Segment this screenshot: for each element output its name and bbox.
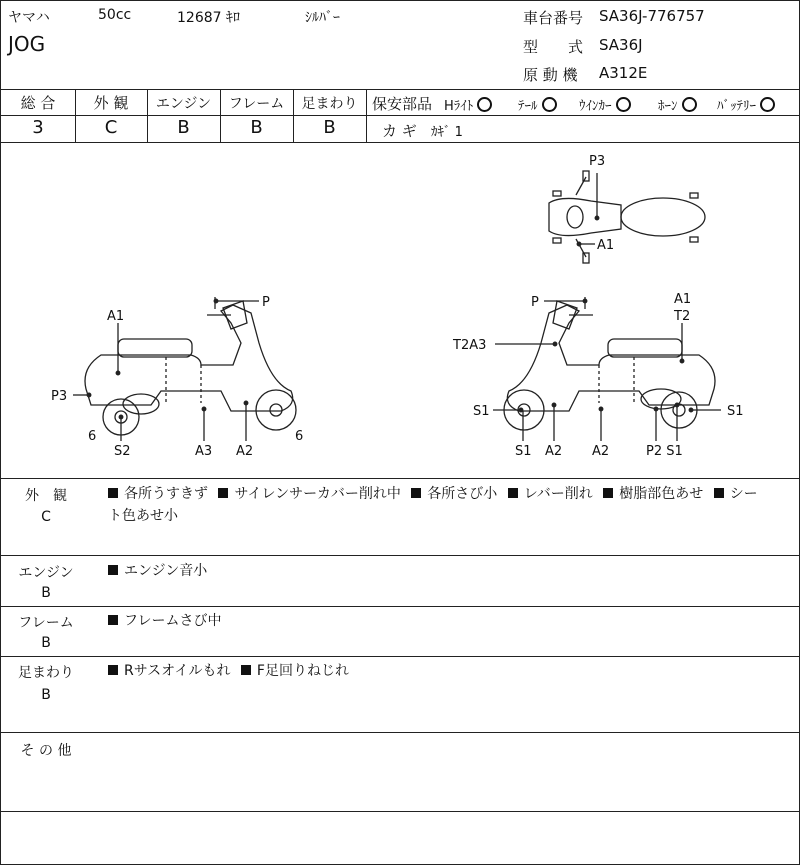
parts-winker: ｳｲﾝｶｰ — [579, 95, 631, 114]
parts-battery: ﾊﾞｯﾃﾘｰ — [717, 95, 775, 114]
grade-exterior-value: C — [104, 117, 118, 138]
grade-frame-label: フレーム — [228, 96, 285, 112]
parts-headlight: Hﾗｲﾄ — [444, 95, 492, 114]
cond-engine-label: エンジン — [18, 565, 74, 581]
label-left-p: P — [262, 295, 270, 310]
label-left-6a: 6 — [88, 429, 97, 444]
chassis-value: SA36J-776757 — [599, 7, 705, 25]
label-right-p2s1: P2 S1 — [646, 444, 683, 459]
type-value: SA36J — [599, 36, 643, 54]
label-left-a1: A1 — [107, 309, 125, 324]
cond-exterior-items: 各所うすきず サイレンサーカバー削れ中 各所さび小 レバー削れ 樹脂部色あせ シー ト色あせ小 — [108, 486, 758, 524]
grade-overall-value: 3 — [32, 117, 44, 138]
grade-overall-label: 総 合 — [20, 94, 56, 112]
grade-suspension-label: 足まわり — [301, 96, 358, 112]
grade-engine-value: B — [177, 117, 190, 138]
label-right-s1-bottom: S1 — [515, 444, 532, 459]
label-left-6b: 6 — [295, 429, 304, 444]
parts-taillight: ﾃｰﾙ — [518, 95, 557, 114]
label-left-a2: A2 — [236, 444, 254, 459]
cond-frame-label: フレーム — [18, 615, 74, 631]
damage-diagram — [1, 143, 799, 478]
label-left-s2: S2 — [114, 444, 131, 459]
grade-frame-value: B — [250, 117, 263, 138]
maker: ヤマハ — [8, 10, 50, 26]
label-right-t2: T2 — [674, 309, 691, 324]
cond-suspension-items: Rサスオイルもれ F足回りねじれ — [108, 660, 355, 682]
displacement: 50cc — [98, 7, 132, 23]
engine-value: A312E — [599, 64, 648, 82]
cond-engine-grade: B — [41, 585, 51, 601]
scooter-top-view — [549, 171, 705, 263]
label-top-p3: P3 — [589, 154, 606, 169]
cond-suspension-label: 足まわり — [18, 665, 74, 681]
chassis-label: 車台番号 — [523, 9, 584, 27]
label-right-p: P — [531, 295, 539, 310]
color: ｼﾙﾊﾞｰ — [305, 10, 340, 26]
label-left-p3: P3 — [51, 389, 68, 404]
engine-label: 原 動 機 — [523, 66, 578, 84]
cond-suspension-grade: B — [41, 687, 51, 703]
type-label: 型 式 — [523, 38, 584, 56]
label-right-a2b: A2 — [592, 444, 610, 459]
label-top-a1: A1 — [597, 238, 615, 253]
cond-frame-items: フレームさび中 — [108, 610, 227, 632]
label-right-a1: A1 — [674, 292, 692, 307]
cond-other-label: そ の 他 — [20, 743, 72, 759]
label-right-t2a3: T2A3 — [453, 338, 487, 353]
grade-exterior-label: 外 観 — [93, 94, 129, 112]
label-right-a2a: A2 — [545, 444, 563, 459]
cond-exterior-label: 外 観 — [25, 488, 67, 504]
cond-engine-items: エンジン音小 — [108, 560, 213, 582]
key-value: ｶｷﾞ 1 — [431, 125, 463, 140]
key-label: カ ギ — [382, 122, 417, 140]
parts-label: 保安部品 — [372, 95, 433, 113]
grade-engine-label: エンジン — [155, 96, 212, 112]
cond-exterior-grade: C — [41, 509, 51, 525]
label-right-s1-left: S1 — [473, 404, 490, 419]
label-right-s1-right: S1 — [727, 404, 744, 419]
grade-suspension-value: B — [323, 117, 336, 138]
cond-frame-grade: B — [41, 635, 51, 651]
mileage: 12687 ｷﾛ — [177, 10, 240, 26]
parts-horn: ﾎｰﾝ — [658, 95, 697, 114]
model-name: JOG — [8, 32, 46, 56]
label-left-a3: A3 — [195, 444, 213, 459]
